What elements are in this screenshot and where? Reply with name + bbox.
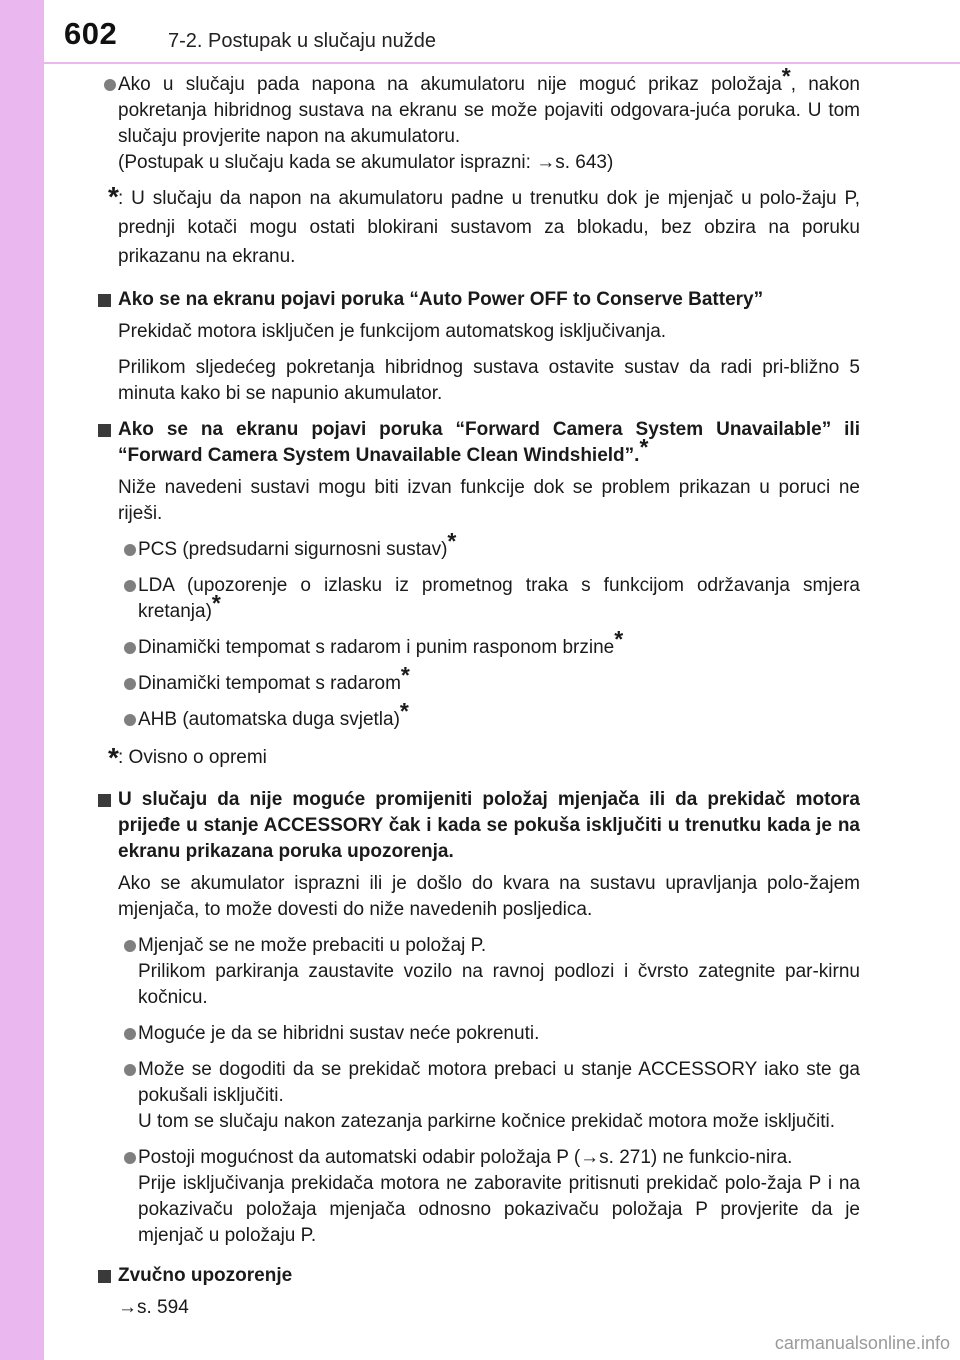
list-item-text: AHB (automatska duga svjetla) [138,709,400,730]
footnote-marker: * [639,434,649,460]
bullet-item [98,63,860,176]
footnote-marker: * [781,63,791,89]
paragraph-text: Prilikom sljedećeg pokretanja hibridnog sustava ostavite sustav da radi pri-bližno 5 minuta kako bi se napunio akumulator. [118,357,860,404]
paragraph-text: Ako u slučaju pada napona na akumulatoru nije moguć prikaz položaja [118,74,782,95]
footnote-marker: * [399,698,409,724]
bullet-dot-icon [124,580,136,592]
bullet-dot-icon [124,1064,136,1076]
paragraph-text: Ako se akumulator isprazni ili je došlo do kvara na sustavu upravljanja polo-žajem mjenjača, to može dovesti do niže navedenih posljedica. [118,873,860,920]
paragraph-text: , nakon pokretanja hibridnog sustava na ekranu se može pojaviti odgovara-juća poruka. U tom slučaju provjerite napon na akumulatoru. [118,74,860,147]
footnote-text: : U slučaju da napon na akumulatoru padne u trenutku dok je mjenjač u polo-žaju P, prednji kotači mogu ostati blokirani sustavom za blokadu, bez obzira na poruku prikazanu na ekranu. [118,188,860,267]
list-item-text: PCS (predsudarni sigurnosni sustav) [138,539,448,560]
bullet-dot-icon [104,79,116,91]
cross-reference: (Postupak u slučaju kada se akumulator isprazni: →s. 643) [118,152,614,173]
paragraph-text: Prekidač motora isključen je funkcijom automatskog isključivanja. [118,321,667,342]
list-item [98,626,860,661]
list-item-text: Mjenjač se ne može prebaciti u položaj P. [138,935,487,956]
section-heading [98,287,860,313]
list-item [98,1057,860,1135]
list-item-text: Dinamički tempomat s radarom i punim rasponom brzine [138,637,615,658]
footnote-marker: * [447,528,457,554]
list-item-text: Postoji mogućnost da automatski odabir položaja P (→s. 271) ne funkcio-nira. [138,1147,793,1168]
list-item-text: Može se dogoditi da se prekidač motora prebaci u stanje ACCESSORY iako ste ga pokušali isključiti. [138,1059,860,1106]
header-divider [44,62,960,64]
list-item [98,1145,860,1249]
footnote-marker: * [108,181,119,212]
section-heading [98,417,860,469]
list-item [98,1021,860,1047]
cross-reference: →s. 594 [118,1297,189,1318]
list-item [98,573,860,625]
chapter-title: 7-2. Postupak u slučaju nužde [168,30,436,52]
section-bullet-icon [98,794,111,807]
footnote [98,742,860,773]
list-item [98,662,860,697]
bullet-dot-icon [124,544,136,556]
watermark-text: carmanualsonline.info [774,1333,950,1353]
bullet-dot-icon [124,1028,136,1040]
section-heading [98,787,860,865]
page-content [98,63,860,1321]
bullet-dot-icon [124,1152,136,1164]
list-item-text: LDA (upozorenje o izlasku iz prometnog traka s funkcijom održavanja smjera kretanja) [138,575,860,622]
list-item-detail: U tom se slučaju nakon zatezanja parkirne kočnice prekidač motora može isključiti. [138,1111,835,1132]
list-item [98,528,860,563]
footnote-marker: * [400,662,410,688]
footnote-marker: * [211,590,221,616]
footnote [98,181,860,271]
paragraph-text: Niže navedeni sustavi mogu biti izvan funkcije dok se problem prikazan u poruci ne riješi. [118,477,860,524]
bullet-dot-icon [124,940,136,952]
heading-text: Ako se na ekranu pojavi poruka “Auto Power OFF to Conserve Battery” [118,289,764,310]
section-bullet-icon [98,1270,111,1283]
heading-text: Ako se na ekranu pojavi poruka “Forward Camera System Unavailable” ili “Forward Camera System Unavailable Clean Windshield”. [118,419,860,466]
section-bullet-icon [98,424,111,437]
section-bullet-icon [98,294,111,307]
bullet-dot-icon [124,642,136,654]
footnote-marker: * [108,742,119,773]
page-side-tab [0,0,44,1360]
list-item-detail: Prilikom parkiranja zaustavite vozilo na ravnoj podlozi i čvrsto zategnite par-kirnu kočnicu. [138,961,860,1008]
page-number: 602 [64,16,118,51]
list-item-text: Dinamički tempomat s radarom [138,673,401,694]
list-item [98,698,860,733]
footnote-text: : Ovisno o opremi [118,747,267,768]
list-item-text: Moguće je da se hibridni sustav neće pokrenuti. [138,1023,540,1044]
list-item-detail: Prije isključivanja prekidača motora ne zaboravite pritisnuti prekidač polo-žaja P i na pokazivaču položaja mjenjača odnosno pokazivaču položaja P provjerite da je mjenjač u položaju P. [138,1173,860,1246]
footnote-marker: * [614,626,624,652]
heading-text: U slučaju da nije moguće promijeniti položaj mjenjača ili da prekidač motora prijeđe u stanje ACCESSORY čak i kada se pokuša isključiti u trenutku kada je na ekranu prikazana poruka upozorenja. [118,789,860,862]
list-item [98,933,860,1011]
section-heading [98,1263,860,1289]
bullet-dot-icon [124,678,136,690]
bullet-dot-icon [124,714,136,726]
heading-text: Zvučno upozorenje [118,1265,293,1286]
